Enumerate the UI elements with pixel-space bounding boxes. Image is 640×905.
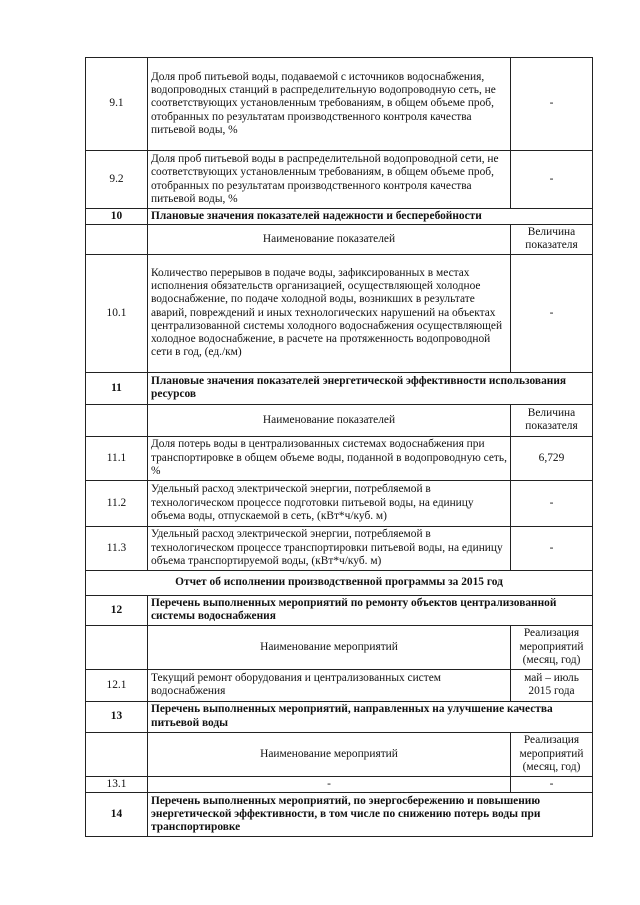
section-title: Перечень выполненных мероприятий, направленных на улучшение качества питьевой воды	[148, 701, 593, 732]
section-header-row	[86, 701, 593, 732]
column-header-row	[86, 404, 593, 436]
section-header-row	[86, 372, 593, 404]
row-number: 12.1	[86, 669, 148, 701]
column-header-value: Реализация мероприятий (месяц, год)	[511, 732, 593, 776]
row-value: -	[511, 58, 593, 151]
section-number: 13	[86, 701, 148, 732]
row-number: 9.1	[86, 58, 148, 151]
section-title: Плановые значения показателей энергетической эффективности использования ресурсов	[148, 372, 593, 404]
table-row	[86, 151, 593, 209]
empty-cell	[86, 404, 148, 436]
table-row	[86, 436, 593, 480]
table-row	[86, 669, 593, 701]
empty-cell	[86, 732, 148, 776]
row-value: -	[511, 151, 593, 209]
table-row	[86, 480, 593, 526]
indicators-table	[85, 57, 593, 837]
section-header-row	[86, 792, 593, 836]
column-header-name: Наименование показателей	[148, 225, 511, 254]
row-number: 10.1	[86, 254, 148, 372]
row-description: Количество перерывов в подаче воды, зафиксированных в местах исполнения обязательств организацией, осуществляющей холодное водоснабжение, по подаче холодной воды, возникших в результате аварий, повреждений и иных технологических нарушений на объектах централизованной системы холодного водоснабжения осуществляющей холодное водоснабжение, в расчете на протяженность водопроводной сети в год, (ед./км)	[148, 254, 511, 372]
row-number: 9.2	[86, 151, 148, 209]
report-title: Отчет об исполнении производственной программы за 2015 год	[86, 570, 593, 595]
empty-cell	[86, 625, 148, 669]
section-number: 11	[86, 372, 148, 404]
empty-cell	[86, 225, 148, 254]
section-number: 14	[86, 792, 148, 836]
row-description: Доля потерь воды в централизованных системах водоснабжения при транспортировке в общем объеме воды, поданной в водопроводную сеть, %	[148, 436, 511, 480]
column-header-name: Наименование мероприятий	[148, 625, 511, 669]
row-description: Доля проб питьевой воды, подаваемой с источников водоснабжения, водопроводных станций в распределительную водопроводную сеть, не соответствующих установленным требованиям, в общем объеме проб, отобранных по результатам производственного контроля качества питьевой воды, %	[148, 58, 511, 151]
section-title: Перечень выполненных мероприятий, по энергосбережению и повышению энергетической эффективности, в том числе по снижению потерь воды при транспортировке	[148, 792, 593, 836]
section-title: Перечень выполненных мероприятий по ремонту объектов централизованной системы водоснабжения	[148, 595, 593, 625]
row-description: Удельный расход электрической энергии, потребляемой в технологическом процессе подготовки питьевой воды, на единицу объема воды, отпускаемой в сеть, (кВт*ч/куб. м)	[148, 480, 511, 526]
row-value: 6,729	[511, 436, 593, 480]
row-value: -	[511, 480, 593, 526]
row-description: -	[148, 776, 511, 792]
column-header-value: Величина показателя	[511, 404, 593, 436]
row-number: 11.3	[86, 526, 148, 570]
row-value: -	[511, 526, 593, 570]
row-value: -	[511, 776, 593, 792]
row-value: -	[511, 254, 593, 372]
column-header-value: Реализация мероприятий (месяц, год)	[511, 625, 593, 669]
table-row	[86, 58, 593, 151]
row-number: 11.2	[86, 480, 148, 526]
column-header-name: Наименование мероприятий	[148, 732, 511, 776]
section-title: Плановые значения показателей надежности и бесперебойности	[148, 209, 593, 225]
row-description: Доля проб питьевой воды в распределительной водопроводной сети, не соответствующих установленным требованиям, в общем объеме проб, отобранных по результатам производственного контроля качества питьевой воды, %	[148, 151, 511, 209]
report-title-row	[86, 570, 593, 595]
column-header-value: Величина показателя	[511, 225, 593, 254]
row-value: май – июль 2015 года	[511, 669, 593, 701]
row-description: Удельный расход электрической энергии, потребляемой в технологическом процессе транспортировки питьевой воды, на единицу объема транспортируемой воды, (кВт*ч/куб. м)	[148, 526, 511, 570]
section-header-row	[86, 595, 593, 625]
column-header-name: Наименование показателей	[148, 404, 511, 436]
table-row	[86, 776, 593, 792]
table-row	[86, 254, 593, 372]
column-header-row	[86, 625, 593, 669]
row-number: 11.1	[86, 436, 148, 480]
row-description: Текущий ремонт оборудования и централизованных систем водоснабжения	[148, 669, 511, 701]
column-header-row	[86, 225, 593, 254]
row-number: 13.1	[86, 776, 148, 792]
table-row	[86, 526, 593, 570]
column-header-row	[86, 732, 593, 776]
section-number: 10	[86, 209, 148, 225]
section-header-row	[86, 209, 593, 225]
section-number: 12	[86, 595, 148, 625]
